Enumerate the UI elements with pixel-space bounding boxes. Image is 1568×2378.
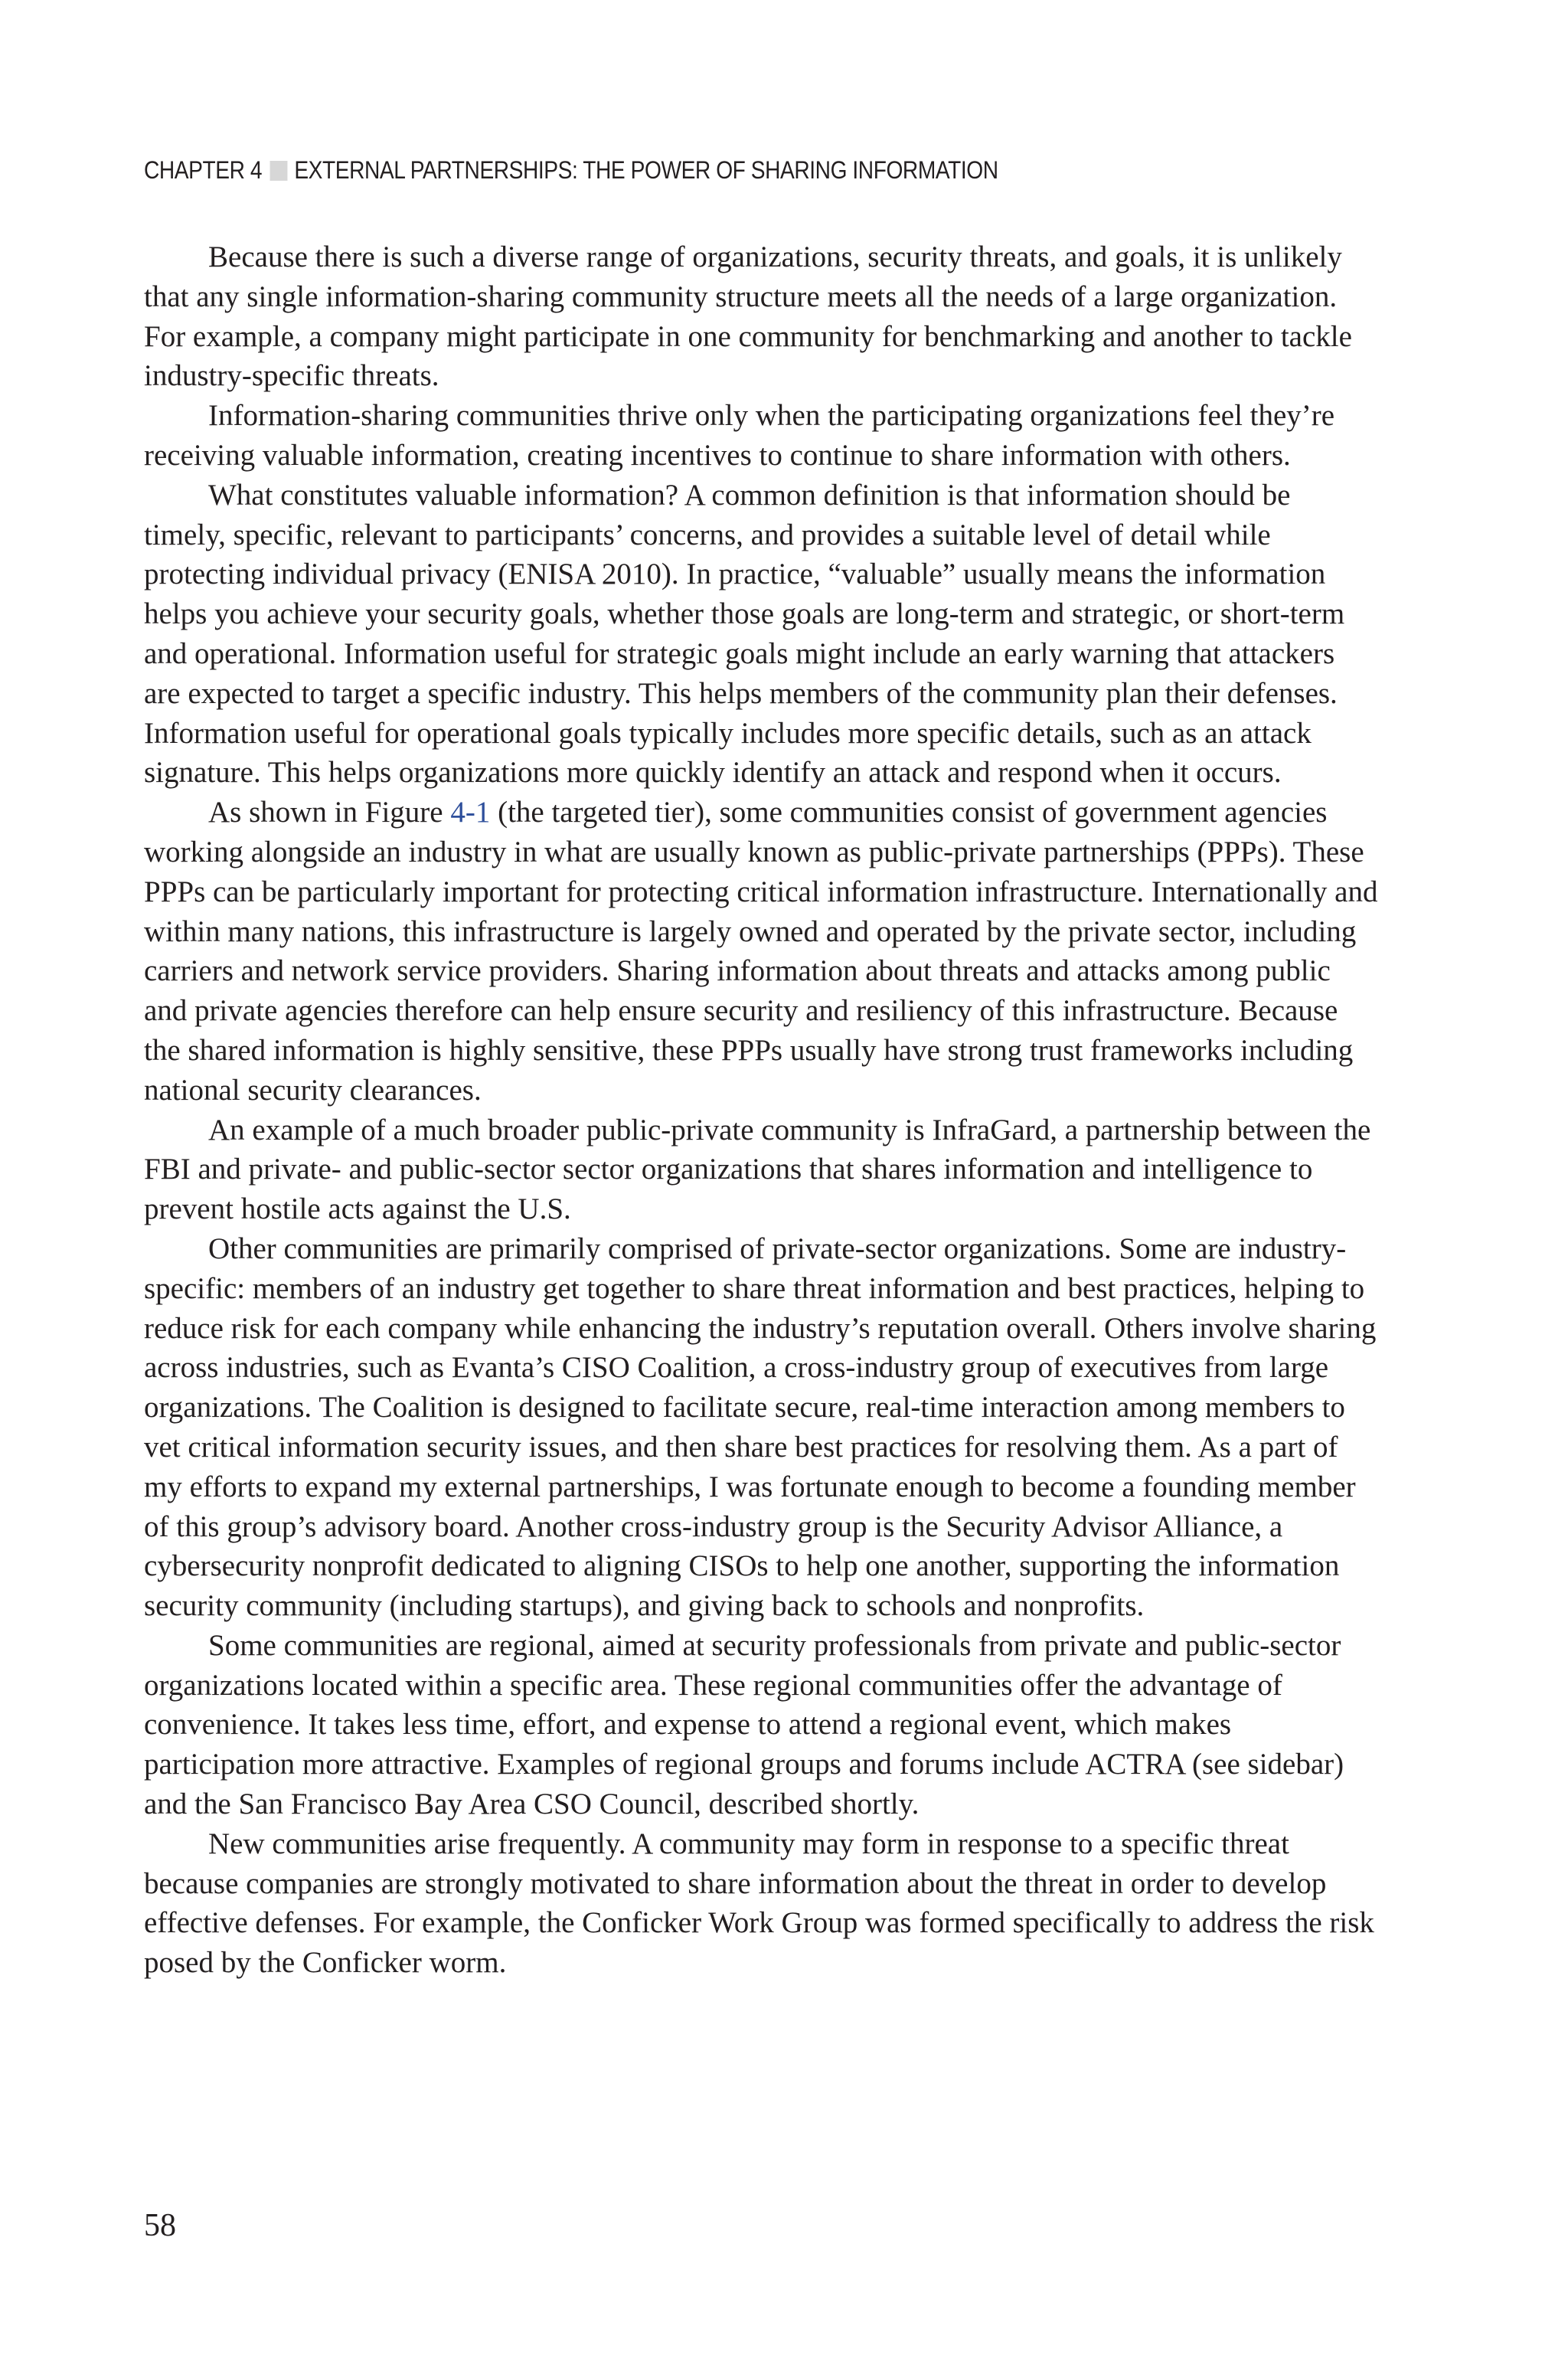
chapter-label: CHAPTER 4 (144, 156, 263, 184)
running-header (144, 156, 998, 185)
paragraph-6: Other communities are primarily comprised of private-sector organizations. Some are industry-specific: members of an industry get together to share threat information and best practices, helping to reduce risk for each company while enhancing the industry’s reputation overall. Others involve sharing across industries, such as Evanta’s CISO Coalition, a cross-industry group of executives from large organizations. The Coalition is designed to facilitate secure, real-time interaction among members to vet critical information security issues, and then share best practices for resolving them. As a part of my efforts to expand my external partnerships, I was fortunate enough to become a founding member of this group’s advisory board. Another cross-industry group is the Security Advisor Alliance, a cybersecurity nonprofit dedicated to aligning CISOs to help one another, supporting the information security community (including startups), and giving back to schools and nonprofits. (144, 1232, 1377, 1623)
figure-4-1-link[interactable]: 4-1 (450, 796, 491, 829)
paragraph-4 (144, 793, 1378, 1110)
paragraph-5: An example of a much broader public-private community is InfraGard, a partnership between the FBI and private- and public-sector sector organizations that shares information and intelligence to prevent hostile acts against the U.S. (144, 1113, 1371, 1226)
paragraph-4-lead: As shown in Figure (208, 796, 451, 829)
paragraph-3: What constitutes valuable information? A common definition is that information should be timely, specific, relevant to participants’ concerns, and provides a suitable level of detail while protecting individual privacy (ENISA 2010). In practice, “valuable” usually means the information helps you achieve your security goals, whether those goals are long-term and strategic, or short-term and operational. Information useful for strategic goals might include an early warning that attackers are expected to target a specific industry. This helps members of the community plan their defenses. Information useful for operational goals typically includes more specific details, such as an attack signature. This helps organizations more quickly identify an attack and respond when it occurs. (144, 478, 1345, 790)
page-number: 58 (144, 2208, 176, 2243)
paragraph-7: Some communities are regional, aimed at security professionals from private and public-sector organizations located within a specific area. These regional communities offer the advantage of convenience. It takes less time, effort, and expense to attend a regional event, which makes participation more attractive. Examples of regional groups and forums include ACTRA (see sidebar) and the San Francisco Bay Area CSO Council, described shortly. (144, 1628, 1344, 1821)
paragraph-1: Because there is such a diverse range of organizations, security threats, and goals, it is unlikely that any single information-sharing community structure meets all the needs of a large organization. For example, a company might participate in one community for benchmarking and another to tackle industry-specific threats. (144, 240, 1352, 393)
body-text (144, 237, 1378, 1983)
paragraph-2: Information-sharing communities thrive only when the participating organizations feel they’re receiving valuable information, creating incentives to continue to share information with others. (144, 399, 1335, 472)
chapter-title: EXTERNAL PARTNERSHIPS: THE POWER OF SHARING INFORMATION (294, 156, 998, 184)
paragraph-8: New communities arise frequently. A community may form in response to a specific threat because companies are strongly motivated to share information about the threat in order to develop effective defenses. For example, the Conficker Work Group was formed specifically to address the risk posed by the Conficker worm. (144, 1827, 1374, 1980)
header-separator-square (270, 161, 288, 181)
paragraph-4-rest: (the targeted tier), some communities consist of government agencies working alongside an industry in what are usually known as public-private partnerships (PPPs). These PPPs can be particularly important for protecting critical information infrastructure. Internationally and within many nations, this infrastructure is largely owned and operated by the private sector, including carriers and network service providers. Sharing information about threats and attacks among public and private agencies therefore can help ensure security and resiliency of this infrastructure. Because the shared information is highly sensitive, these PPPs usually have strong trust frameworks including national security clearances. (144, 796, 1378, 1107)
